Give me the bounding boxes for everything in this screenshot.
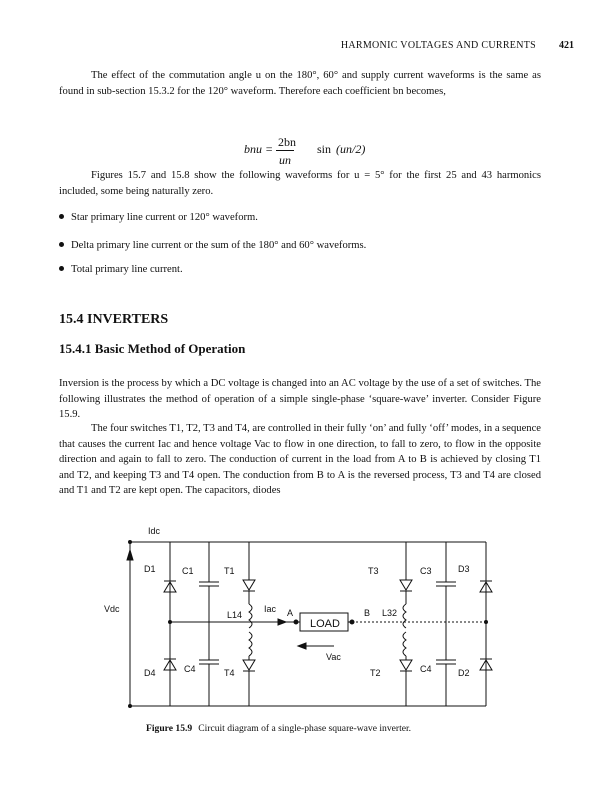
label-d1: D1 <box>144 564 156 574</box>
label-c4: C4 <box>184 664 196 674</box>
label-load: LOAD <box>310 618 340 630</box>
equation-denominator: un <box>279 153 291 167</box>
fraction-bar <box>276 150 294 151</box>
figure-caption-text: Circuit diagram of a single-phase square-wave inverter. <box>198 723 412 734</box>
label-t1: T1 <box>224 566 235 576</box>
label-l14: L14 <box>227 610 243 620</box>
running-header <box>0 40 615 54</box>
equation-function: sin <box>317 142 332 156</box>
label-d3: D3 <box>458 564 470 574</box>
paragraph-switches: The four switches T1, T2, T3 and T4, are controlled in their fully ‘on’ and fully ‘off’ modes, in a sequence that causes the current Iac and hence voltage Vac to flow in one direction, to fall to zero, to flow in the opposite direction and again to fall to zero. The conduction of current in the load from A to B is achieved by closing T1 and T2, and keeping T3 and T4 open. The conduction from B to A is the reversed process, T3 and T4 are closed and T1 and T2 are kept open. The capacitors, diodes <box>59 423 541 496</box>
bullet-item: Star primary line current or 120° waveform. <box>59 212 258 223</box>
label-t2: T2 <box>370 668 381 678</box>
paragraph-inversion: Inversion is the process by which a DC voltage is changed into an AC voltage by the use of a set of switches. The following illustrates the method of operation of a simple single-phase ‘square-wave’ inverter. Consider Figure 15.9. <box>59 378 541 420</box>
label-d4: D4 <box>144 668 156 678</box>
label-vdc: Vdc <box>104 604 120 614</box>
label-l32: L32 <box>382 608 398 618</box>
equation-numerator: 2bn <box>278 135 296 149</box>
page-number: 421 <box>559 40 574 51</box>
label-c4-right: C4 <box>420 664 432 674</box>
bullet-dot <box>59 242 64 247</box>
equation-lhs: bnu = <box>244 142 274 156</box>
label-t4: T4 <box>224 668 235 678</box>
figure-caption-label: Figure 15.9 <box>146 723 193 734</box>
label-idc: Idc <box>148 526 161 536</box>
running-header-title: HARMONIC VOLTAGES AND CURRENTS <box>340 40 536 51</box>
section-heading: 15.4 INVERTERS <box>59 312 169 327</box>
label-d2: D2 <box>458 668 470 678</box>
bullet-item: Total primary line current. <box>59 264 183 275</box>
paragraph-commutation: The effect of the commutation angle u on the 180°, 60° and supply current waveforms is the same as found in sub-section 15.3.2 for the 120° waveform. Therefore each coefficient bn becomes, <box>59 70 541 97</box>
figure-caption <box>146 723 411 734</box>
equation-argument: (un/2) <box>336 142 366 156</box>
label-vac: Vac <box>326 652 341 662</box>
circuit-diagram <box>100 520 520 725</box>
subsection-heading: 15.4.1 Basic Method of Operation <box>59 341 246 356</box>
label-c3: C3 <box>420 566 432 576</box>
bullet-item: Delta primary line current or the sum of the 180° and 60° waveforms. <box>59 240 366 251</box>
paragraph-figures: Figures 15.7 and 15.8 show the following waveforms for u = 5° for the first 25 and 43 harmonics included, some being naturally zero. <box>59 170 541 197</box>
bullet-dot <box>59 214 64 219</box>
bullet-dot <box>59 266 64 271</box>
label-c1: C1 <box>182 566 194 576</box>
label-t3: T3 <box>368 566 379 576</box>
figure-circuit <box>100 520 520 725</box>
label-b: B <box>364 608 371 618</box>
label-a: A <box>287 608 294 618</box>
label-iac: Iac <box>264 604 277 614</box>
equation-bnu <box>244 132 394 172</box>
